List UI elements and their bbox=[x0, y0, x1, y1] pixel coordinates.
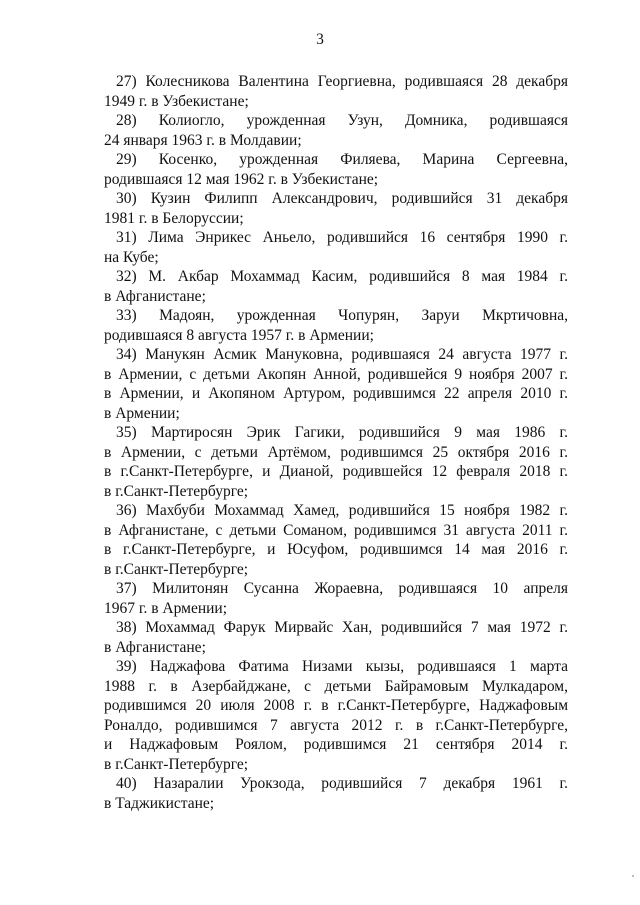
list-item bbox=[104, 345, 568, 423]
entry-line: 35) Мартиросян Эрик Гагики, родившийся 9 мая 1986 г. bbox=[116, 424, 568, 441]
entry-line: 28) Колиогло, урожденная Узун, Домника, родившаяся bbox=[116, 112, 568, 129]
list-item bbox=[104, 579, 568, 618]
entry-line: родившаяся 8 августа 1957 г. в Армении; bbox=[104, 326, 374, 344]
list-item bbox=[104, 189, 568, 228]
entry-line: 32) М. Акбар Мохаммад Касим, родившийся 8 мая 1984 г. bbox=[116, 268, 568, 285]
entry-line: в г.Санкт-Петербурге, и Дианой, родившейся 12 февраля 2018 г. bbox=[104, 463, 568, 480]
list-item bbox=[104, 72, 568, 111]
entry-line: в г.Санкт-Петербурге, и Юсуфом, родившимся 14 мая 2016 г. bbox=[104, 541, 568, 558]
entry-line: в Армении, с детьми Артёмом, родившимся 25 октября 2016 г. bbox=[104, 443, 568, 461]
entry-line: в г.Санкт-Петербурге; bbox=[104, 482, 249, 500]
entry-line: 34) Манукян Асмик Мануковна, родившаяся 24 августа 1977 г. bbox=[116, 346, 568, 363]
entry-line: 39) Наджафова Фатима Низами кызы, родившаяся 1 марта bbox=[116, 658, 568, 675]
scan-artifact bbox=[632, 875, 634, 877]
entry-line: 33) Мадоян, урожденная Чопурян, Заруи Мкртичовна, bbox=[116, 307, 568, 324]
list-item bbox=[104, 774, 568, 813]
entry-line: в г.Санкт-Петербурге; bbox=[104, 560, 249, 578]
entry-line: 1988 г. в Азербайджане, с детьми Байрамовым Мулкадаром, bbox=[104, 677, 568, 695]
entry-line: родившимся 20 июля 2008 г. в г.Санкт-Петербурге, Наджафовым bbox=[104, 697, 568, 714]
entry-line: родившаяся 12 мая 1962 г. в Узбекистане; bbox=[104, 170, 379, 188]
page-number: 3 bbox=[316, 31, 324, 48]
entry-line: 30) Кузин Филипп Александрович, родившийся 31 декабря bbox=[116, 190, 568, 207]
entry-line: 38) Мохаммад Фарук Мирвайс Хан, родившийся 7 мая 1972 г. bbox=[116, 619, 568, 636]
list-item bbox=[104, 306, 568, 345]
entry-list bbox=[104, 72, 568, 813]
list-item bbox=[104, 618, 568, 657]
list-item bbox=[104, 228, 568, 267]
entry-line: 40) Назаралии Урокзода, родившийся 7 декабря 1961 г. bbox=[116, 775, 568, 792]
entry-line: 36) Махбуби Мохаммад Хамед, родившийся 15 ноября 1982 г. bbox=[116, 502, 568, 519]
entry-line: 1967 г. в Армении; bbox=[104, 599, 228, 617]
entry-line: 31) Лима Энрикес Аньело, родившийся 16 сентября 1990 г. bbox=[116, 229, 568, 246]
list-item bbox=[104, 111, 568, 150]
entry-line: в Армении, с детьми Акопян Анной, родившейся 9 ноября 2007 г. bbox=[104, 365, 568, 383]
entry-line: 29) Косенко, урожденная Филяева, Марина Сергеевна, bbox=[116, 151, 568, 168]
list-item bbox=[104, 150, 568, 189]
entry-line: в Афганистане; bbox=[104, 287, 206, 305]
list-item bbox=[104, 657, 568, 774]
list-item bbox=[104, 267, 568, 306]
entry-line: на Кубе; bbox=[104, 248, 159, 266]
entry-line: 1949 г. в Узбекистане; bbox=[104, 92, 249, 110]
entry-line: Роналдо, родившимся 7 августа 2012 г. в г.Санкт-Петербурге, bbox=[104, 716, 568, 734]
entry-line: в г.Санкт-Петербурге; bbox=[104, 755, 249, 773]
entry-line: в Таджикистане; bbox=[104, 794, 215, 812]
entry-line: в Армении, и Акопяном Артуром, родившимся 22 апреля 2010 г. bbox=[104, 385, 568, 402]
entry-line: 37) Милитонян Сусанна Жораевна, родившаяся 10 апреля bbox=[116, 580, 568, 597]
entry-line: 1981 г. в Белоруссии; bbox=[104, 209, 244, 227]
entry-line: 24 января 1963 г. в Молдавии; bbox=[104, 131, 302, 149]
entry-line: в Афганистане, с детьми Соманом, родившимся 31 августа 2011 г. bbox=[104, 521, 568, 539]
entry-line: в Афганистане; bbox=[104, 638, 206, 656]
entry-line: и Наджафовым Роялом, родившимся 21 сентября 2014 г. bbox=[104, 736, 568, 753]
entry-line: 27) Колесникова Валентина Георгиевна, родившаяся 28 декабря bbox=[116, 73, 568, 90]
list-item bbox=[104, 423, 568, 501]
list-item bbox=[104, 501, 568, 579]
entry-line: в Армении; bbox=[104, 404, 180, 422]
